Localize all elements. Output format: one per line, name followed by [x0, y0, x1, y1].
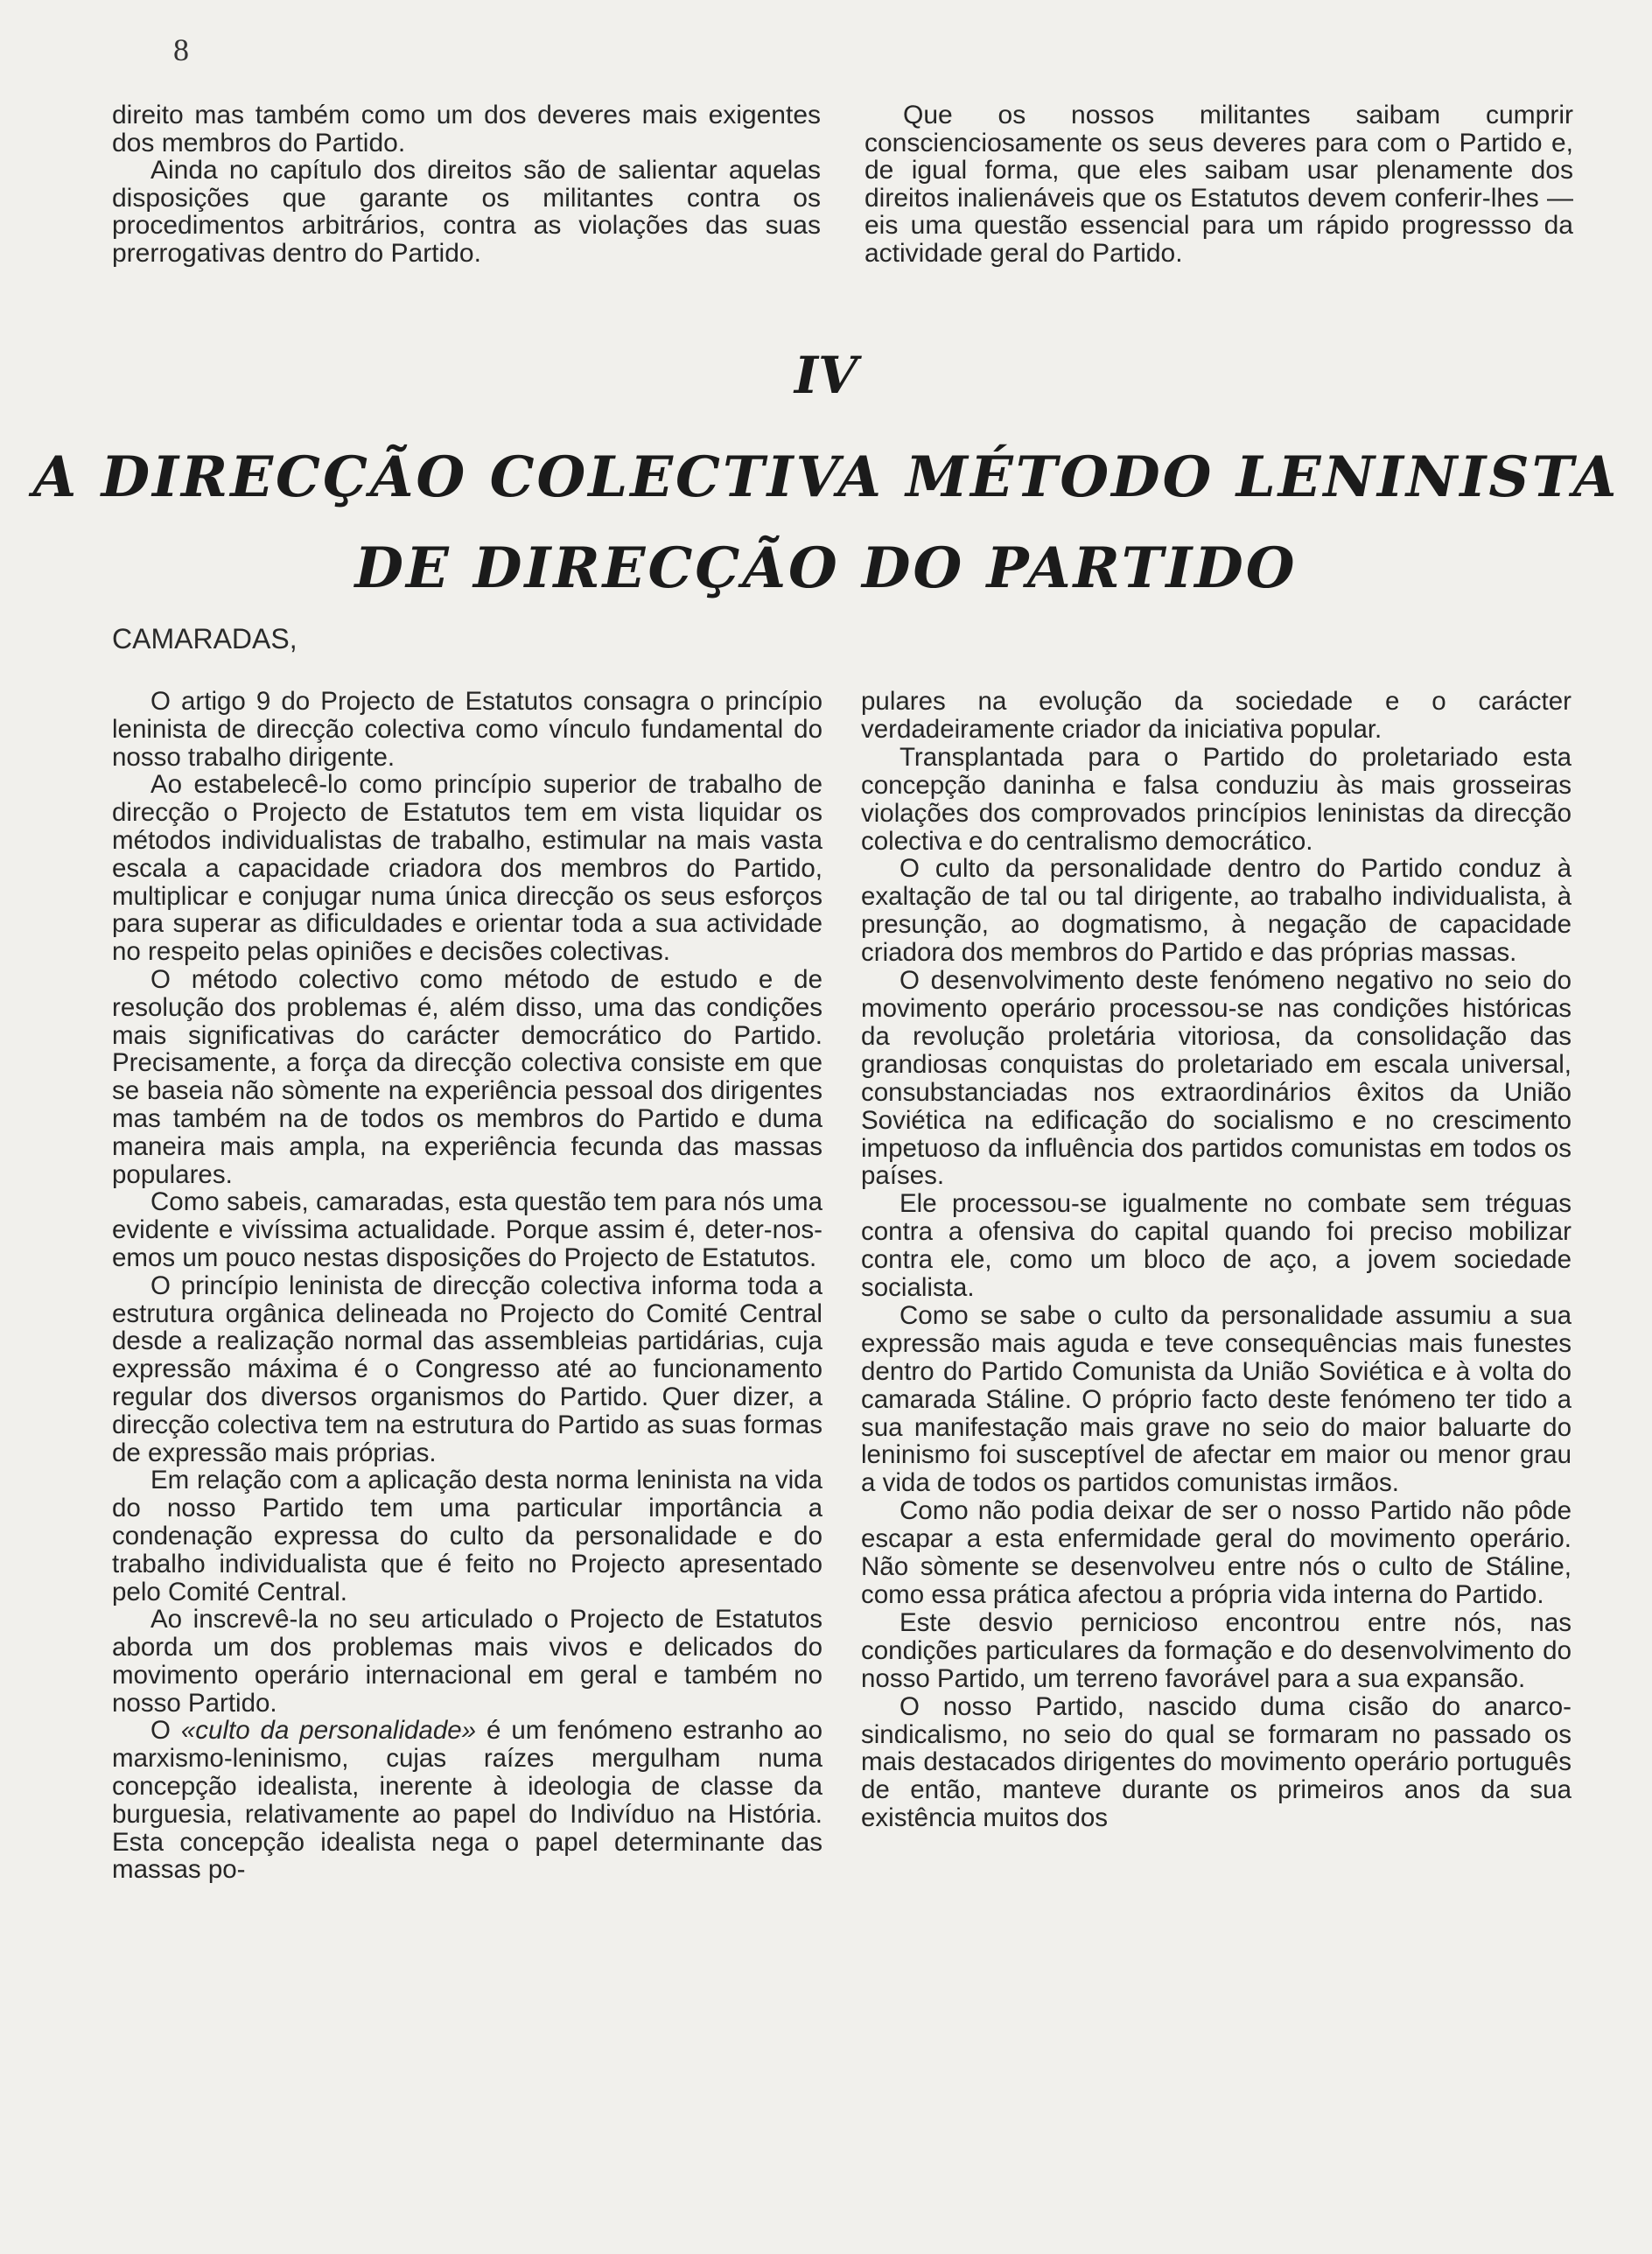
paragraph: O nosso Partido, nascido duma cisão do anarco-sindicalismo, no seio do qual se formaram no passado os mais destacados dirigentes do movimento operário português de então, manteve durante os primeiros anos da sua existência muitos dos — [861, 1691, 1572, 1833]
top-continuation — [112, 102, 1573, 268]
chapter-title-line-2: DE DIRECÇÃO DO PARTIDO — [354, 536, 1298, 601]
left-column — [112, 688, 822, 1884]
top-right-column — [864, 102, 1573, 268]
paragraph: Em relação com a aplicação desta norma leninista na vida do nosso Partido tem uma particular importância a condenação expressa do culto da personalidade e do trabalho individualista que é feito no Projecto apresentado pelo Comité Central. — [112, 1466, 822, 1606]
paragraph: pulares na evolução da sociedade e o carácter verdadeiramente criador da iniciativa popular. — [861, 687, 1572, 744]
right-column — [861, 688, 1572, 1884]
paragraph: O desenvolvimento deste fenómeno negativo no seio do movimento operário processou-se nas condições históricas da revolução proletária vitoriosa, da consolidação das grandiosas conquistas do proletariado em escala universal, consubstanciadas nos extraordinários êxitos da União Soviética na edificação do socialismo e no crescimento impetuoso da influência dos partidos comunistas em todos os países. — [861, 966, 1572, 1191]
paragraph: O método colectivo como método de estudo e de resolução dos problemas é, além disso, uma das condições mais significativas do carácter democrático do Partido. Precisamente, a força da direcção colectiva consiste em que se baseia não sòmente na experiência pessoal dos dirigentes mas também na de todos os membros do Partido e duma maneira mais ampla, na experiência fecunda das massas populares. — [112, 964, 822, 1189]
paragraph: O princípio leninista de direcção colectiva informa toda a estrutura orgânica delineada no Projecto do Comité Central desde a realização normal das assembleias partidárias, cuja expressão máxima é o Congresso até ao funcionamento regular dos diversos organismos do Partido. Quer dizer, a direcção colectiva tem na estrutura do Partido as suas formas de expressão mais próprias. — [112, 1270, 822, 1467]
paragraph: Como sabeis, camaradas, esta questão tem para nós uma evidente e vivíssima actualidade. Porque assim é, deter-nos-emos um pouco nestas disposições do Projecto de Estatutos. — [112, 1187, 822, 1272]
paragraph: Ao estabelecê-lo como princípio superior de trabalho de direcção o Projecto de Estatutos tem em vista liquidar os métodos individualistas de trabalho, estimular na mais vasta escala a capacidade criadora dos membros do Partido, multiplicar e conjugar numa única direcção os seus esforços para superar as dificuldades e orientar toda a sua actividade no respeito pelas opiniões e decisões colectivas. — [112, 770, 822, 967]
body-columns — [112, 688, 1572, 1884]
paragraph: Como se sabe o culto da personalidade assumiu a sua expressão mais aguda e teve consequências mais funestes dentro do Partido Comunista da União Soviética e à volta do camarada Stáline. O próprio facto deste fenómeno ter tido a sua manifestação mais grave no seio do maior baluarte do leninismo foi susceptível de afectar em maior ou menor grau a vida de todos os partidos comunistas irmãos. — [861, 1300, 1572, 1498]
paragraph: Ao inscrevê-la no seu articulado o Projecto de Estatutos aborda um dos problemas mais vivos e delicados do movimento operário internacional em geral e também no nosso Partido. — [112, 1605, 822, 1718]
paragraph: Ainda no capítulo dos direitos são de salientar aquelas disposições que garante os militantes contra os procedimentos arbitrários, contra as violações das suas prerrogativas dentro do Partido. — [112, 156, 821, 268]
chapter-title-line-1: A DIRECÇÃO COLECTIVA MÉTODO LENINISTA — [32, 444, 1620, 510]
text-span: é um fenómeno estranho ao marxismo-leninismo, cujas raízes mergulham numa concepção idealista, inerente à ideologia de classe da burguesia, relativamente ao papel do Indivíduo na História. Esta concepção idealista nega o papel determinante das massas po- — [112, 1716, 822, 1885]
paragraph: Como não podia deixar de ser o nosso Partido não pôde escapar a esta enfermidade geral do movimento operário. Não sòmente se desenvolveu entre nós o culto de Stáline, como essa prática afectou a própria vida interna do Partido. — [861, 1496, 1572, 1609]
paragraph — [112, 1717, 822, 1884]
paragraph: Que os nossos militantes saibam cumprir conscienciosamente os seus deveres para com o Partido e, de igual forma, que eles saibam usar plenamente dos direitos inalienáveis que os Estatutos devem conferir-lhes — eis uma questão essencial para um rápido progressso da actividade geral do Partido. — [864, 101, 1573, 268]
salutation: CAMARADAS, — [112, 623, 298, 654]
top-left-column — [112, 102, 821, 268]
paragraph: O culto da personalidade dentro do Partido conduz à exaltação de tal ou tal dirigente, ao trabalho individualista, à presunção, ao dogmatismo, à negação de capacidade criadora dos membros do Partido e das próprias massas. — [861, 854, 1572, 968]
paragraph: direito mas também como um dos deveres mais exigentes dos membros do Partido. — [112, 101, 821, 158]
paragraph: Ele processou-se igualmente no combate sem tréguas contra a ofensiva do capital quando foi preciso mobilizar contra ele, como um bloco de aço, a jovem sociedade socialista. — [861, 1189, 1572, 1303]
paragraph: O artigo 9 do Projecto de Estatutos consagra o princípio leninista de direcção colectiva como vínculo fundamental do nosso trabalho dirigente. — [112, 687, 822, 772]
paragraph: Transplantada para o Partido do proletariado esta concepção daninha e falsa conduziu às mais grosseiras violações dos comprovados princípios leninistas da direcção colectiva e do centralismo democrático. — [861, 742, 1572, 856]
chapter-number: IV — [794, 346, 858, 405]
text-span: O — [150, 1716, 181, 1746]
page-number: 8 — [173, 32, 189, 67]
paragraph: Este desvio pernicioso encontrou entre nós, nas condições particulares da formação e do desenvolvimento do nosso Partido, um terreno favorável para a sua expansão. — [861, 1607, 1572, 1693]
emphasized-term: «culto da personalidade» — [180, 1716, 477, 1746]
